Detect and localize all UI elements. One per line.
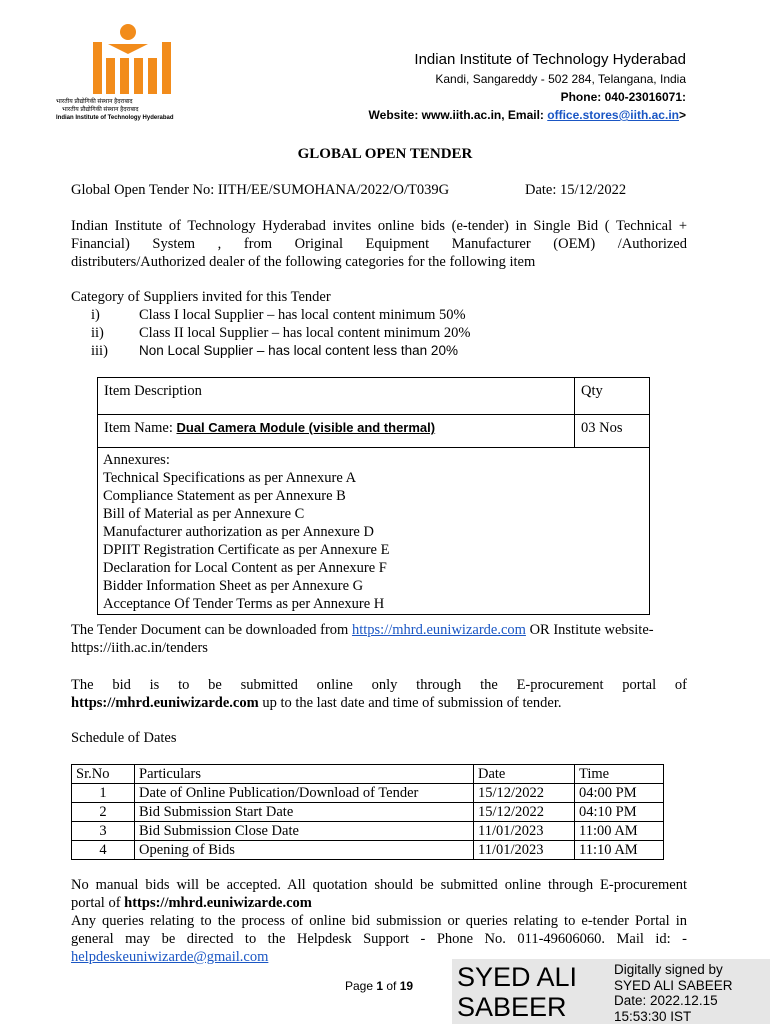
annexure-line: Manufacturer authorization as per Annexure D	[103, 524, 374, 540]
table-row	[72, 803, 664, 822]
category-text: Class II local Supplier – has local content minimum 20%	[139, 325, 471, 341]
digital-signature	[452, 959, 770, 1024]
supplier-categories	[71, 288, 691, 360]
sr-no: 3	[72, 822, 135, 841]
signature-date: Date: 2022.12.15	[614, 993, 718, 1008]
email-suffix: >	[678, 108, 686, 122]
item-table-header-row	[98, 378, 650, 415]
institute-header	[369, 50, 686, 124]
table-row	[72, 784, 664, 803]
total-pages: 19	[399, 979, 414, 993]
schedule-date: 15/12/2022	[474, 784, 575, 803]
download-suffix: OR Institute website-	[525, 622, 654, 638]
logo-caption-english: Indian Institute of Technology Hyderabad	[56, 115, 174, 121]
signature-info: Digitally signed by	[614, 962, 723, 977]
page-title: GLOBAL OPEN TENDER	[297, 146, 473, 162]
category-text: Non Local Supplier – has local content less than 20%	[139, 343, 458, 358]
signature-details	[614, 962, 733, 1024]
notes-line-1: No manual bids will be accepted. All quotation should be submitted online through E-procurement	[71, 877, 687, 893]
annexures-cell	[98, 448, 650, 615]
category-number: ii)	[91, 325, 104, 341]
logo-caption-hindi-1: भारतीय प्रौद्योगिकी संस्थान हैदराबाद	[56, 99, 133, 105]
particular: Bid Submission Start Date	[135, 803, 474, 822]
particular: Bid Submission Close Date	[135, 822, 474, 841]
signer-name-line-1: SYED ALI	[457, 962, 578, 992]
signature-time: 15:53:30 IST	[614, 1008, 692, 1024]
logo-caption-hindi-2: भारतीय प्रौद्योगिकी संस्थान हैदराबाद	[62, 107, 139, 113]
time-header: Time	[575, 765, 664, 784]
notes-line-3: Any queries relating to the process of online bid submission or queries relating to e-tender Portal in	[71, 913, 687, 929]
annexure-line: Acceptance Of Tender Terms as per Annexure H	[103, 596, 385, 612]
annexure-line: Bill of Material as per Annexure C	[103, 506, 305, 522]
item-name: Dual Camera Module (visible and thermal)	[176, 420, 436, 435]
intro-line-2: Financial) System , from Original Equipment Manufacturer (OEM) /Authorized	[71, 236, 687, 252]
page-prefix: Page	[345, 979, 377, 993]
annexure-line: Bidder Information Sheet as per Annexure G	[103, 578, 364, 594]
euniwizarde-link[interactable]: https://mhrd.euniwizarde.com	[351, 622, 526, 638]
item-table	[97, 377, 650, 615]
schedule-time: 11:00 AM	[575, 822, 664, 841]
intro-line-3: distributers/Authorized dealer of the following categories for the following item	[71, 254, 536, 270]
intro-paragraph	[71, 217, 687, 271]
item-row	[98, 415, 650, 448]
tender-date: Date: 15/12/2022	[525, 182, 627, 198]
submission-deadline-text: up to the last date and time of submission of tender.	[258, 695, 562, 711]
institute-phone: Phone: 040-23016071:	[560, 90, 686, 104]
portal-url: https://mhrd.euniwizarde.com	[71, 695, 259, 711]
submission-line-1: The bid is to be submitted online only through the E-procurement portal of	[71, 677, 687, 693]
item-qty: 03 Nos	[575, 415, 650, 448]
page-of: of	[383, 979, 400, 993]
category-number: i)	[91, 307, 100, 323]
annexures-row	[98, 448, 650, 615]
date-header: Date	[474, 765, 575, 784]
download-line-1	[71, 621, 691, 639]
item-description-header: Item Description	[98, 378, 575, 415]
helpdesk-email-link[interactable]: helpdeskeuniwizarde@gmail.com	[71, 949, 269, 965]
schedule-header-row	[72, 765, 664, 784]
category-text: Class I local Supplier – has local content minimum 50%	[139, 307, 466, 323]
intro-line-1: Indian Institute of Technology Hyderabad invites online bids (e-tender) in Single Bid ( Technical +	[71, 218, 687, 234]
download-paragraph	[71, 621, 691, 657]
sr-no: 4	[72, 841, 135, 860]
institute-name: Indian Institute of Technology Hyderabad	[414, 51, 686, 68]
sr-no: 2	[72, 803, 135, 822]
sr-no: 1	[72, 784, 135, 803]
annexure-line: DPIIT Registration Certificate as per Annexure E	[103, 542, 390, 558]
annexure-line: Compliance Statement as per Annexure B	[103, 488, 346, 504]
schedule-time: 04:00 PM	[575, 784, 664, 803]
iith-emblem-icon	[80, 18, 190, 98]
notes-paragraph	[71, 876, 687, 966]
category-item	[71, 342, 691, 360]
website-text: Website: www.iith.ac.in, Email:	[368, 108, 548, 122]
notes-line-4: general may be directed to the Helpdesk Support - Phone No. 011-49606060. Mail id: -	[71, 931, 687, 947]
download-prefix: The Tender Document can be downloaded from	[71, 622, 352, 638]
item-name-label: Item Name:	[104, 420, 177, 436]
current-page: 1	[376, 979, 384, 993]
notes-portal-url: https://mhrd.euniwizarde.com	[124, 895, 312, 911]
annexure-line: Declaration for Local Content as per Annexure F	[103, 560, 387, 576]
signer-name-line-2: SABEER	[457, 992, 567, 1022]
category-item	[71, 306, 691, 324]
schedule-table	[71, 764, 664, 860]
table-row	[72, 841, 664, 860]
signature-signer: SYED ALI SABEER	[614, 977, 733, 993]
institute-address: Kandi, Sangareddy - 502 284, Telangana, India	[435, 72, 686, 86]
qty-header: Qty	[575, 378, 650, 415]
schedule-heading: Schedule of Dates	[71, 730, 177, 746]
schedule-date: 11/01/2023	[474, 841, 575, 860]
tender-number: Global Open Tender No: IITH/EE/SUMOHANA/2022/O/T039G	[71, 182, 450, 198]
schedule-date: 15/12/2022	[474, 803, 575, 822]
notes-portal-prefix: portal of	[71, 895, 125, 911]
website-email-line	[369, 106, 686, 124]
schedule-time: 04:10 PM	[575, 803, 664, 822]
office-email-link[interactable]: office.stores@iith.ac.in	[547, 108, 679, 122]
particular: Opening of Bids	[135, 841, 474, 860]
annexure-line: Technical Specifications as per Annexure A	[103, 470, 357, 486]
schedule-date: 11/01/2023	[474, 822, 575, 841]
submission-paragraph	[71, 676, 687, 712]
particular: Date of Online Publication/Download of Tender	[135, 784, 474, 803]
submission-line-2	[71, 694, 687, 712]
annexure-line: Annexures:	[103, 452, 170, 468]
signer-name-large	[457, 962, 577, 1022]
item-name-cell	[98, 415, 575, 448]
institute-tenders-url: https://iith.ac.in/tenders	[71, 640, 208, 656]
sr-no-header: Sr.No	[72, 765, 135, 784]
particulars-header: Particulars	[135, 765, 474, 784]
page-number	[345, 979, 413, 993]
table-row	[72, 822, 664, 841]
schedule-time: 11:10 AM	[575, 841, 664, 860]
category-number: iii)	[91, 343, 108, 359]
institute-logo	[56, 18, 190, 130]
categories-heading: Category of Suppliers invited for this Tender	[71, 289, 331, 305]
notes-line-2	[71, 894, 687, 912]
category-item	[71, 324, 691, 342]
